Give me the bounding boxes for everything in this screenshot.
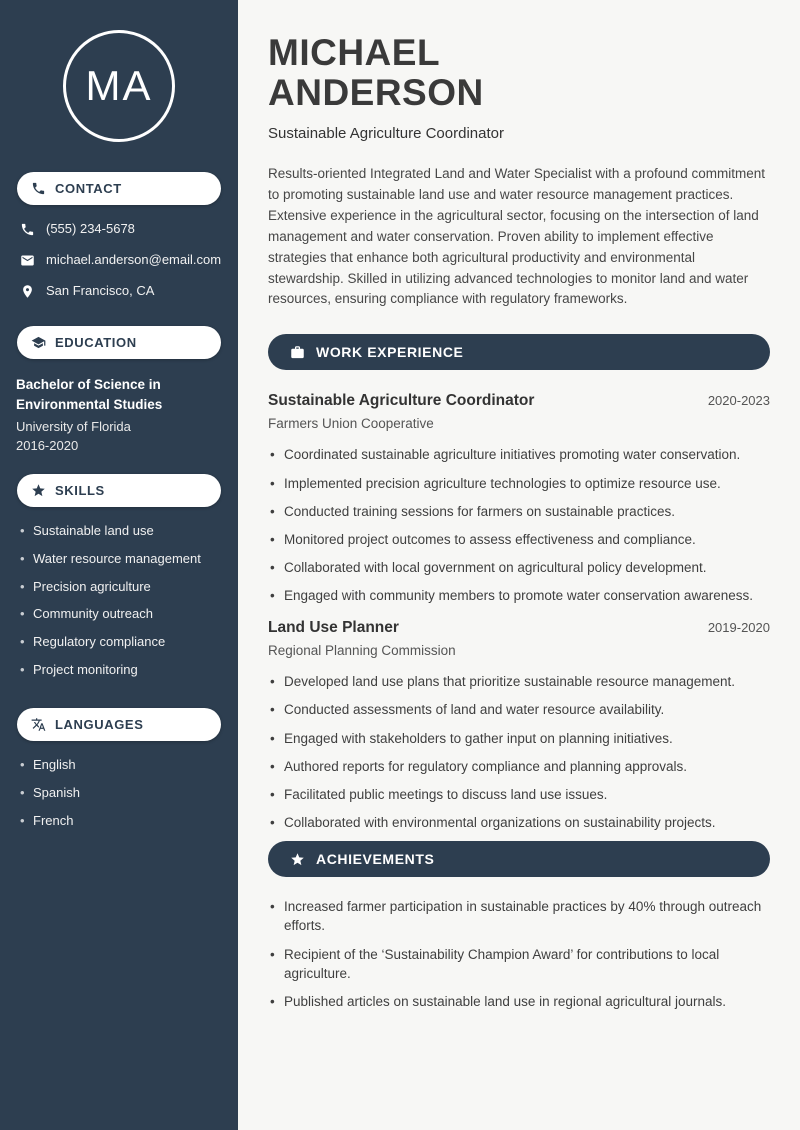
star-icon: [31, 483, 46, 498]
location-pin-icon: [20, 284, 35, 299]
job-header: [268, 392, 770, 410]
person-last-name: ANDERSON: [268, 71, 484, 113]
education-entry: [0, 375, 238, 456]
translate-icon: [31, 717, 46, 732]
languages-list: [0, 757, 238, 841]
job-role: Sustainable Agriculture Coordinator: [268, 392, 535, 410]
mail-icon: [20, 253, 35, 268]
main-content: [238, 0, 800, 1130]
education-section-header: [17, 326, 221, 359]
languages-section-title: LANGUAGES: [55, 717, 144, 733]
avatar-wrap: [0, 30, 238, 142]
contact-section-title: CONTACT: [55, 181, 122, 196]
education-school: University of Florida: [16, 419, 131, 435]
job-bullet: • Implemented precision agriculture technologies to optimize resource use.: [268, 474, 770, 493]
avatar-initials: MA: [85, 62, 153, 109]
skill-item: • Regulatory compliance: [20, 634, 222, 651]
job-bullet: • Collaborated with environmental organizations on sustainability projects.: [268, 813, 770, 832]
skills-list: [0, 523, 238, 690]
job-bullet: • Developed land use plans that prioritize sustainable resource management.: [268, 672, 770, 691]
achievements-section-title: ACHIEVEMENTS: [316, 851, 435, 868]
achievement-bullet: • Recipient of the ‘Sustainability Champion Award’ for contributions to local agriculture.: [268, 945, 770, 983]
skills-section-header: [17, 474, 221, 507]
profile-summary: Results-oriented Integrated Land and Water Specialist with a profound commitment to promoting sustainable land use and water resource management practices. Extensive experience in the agricultural sector, focusing on the intersection of land management and water conservation. Proven ability to implement effective strategies that enhance both agricultural productivity and environmental stewardship. Skilled in utilizing advanced technologies to monitor land and water resources, ensuring compliance with regulatory frameworks.: [268, 165, 766, 307]
job-company: Regional Planning Commission: [268, 643, 456, 659]
briefcase-icon: [290, 345, 305, 360]
job-bullet: • Facilitated public meetings to discuss land use issues.: [268, 785, 770, 804]
education-degree: Bachelor of Science in Environmental Studies: [16, 377, 163, 412]
job-bullet-list: [268, 672, 770, 832]
job-bullet: • Monitored project outcomes to assess effectiveness and compliance.: [268, 530, 770, 549]
education-years: 2016-2020: [16, 437, 79, 453]
contact-section-header: [17, 172, 221, 205]
contact-email-row: [0, 252, 238, 268]
avatar: [63, 30, 175, 142]
person-name: [268, 33, 770, 113]
job-dates: 2020-2023: [707, 393, 770, 409]
skill-item: • Project monitoring: [20, 662, 222, 679]
job-header: [268, 619, 770, 637]
achievements-list: [268, 897, 770, 1011]
languages-section-header: [17, 708, 221, 741]
phone-icon: [20, 222, 35, 237]
job-bullet: • Coordinated sustainable agriculture initiatives promoting water conservation.: [268, 445, 770, 464]
job-bullet-list: [268, 445, 770, 605]
job-bullet: • Collaborated with local government on agricultural policy development.: [268, 558, 770, 577]
skills-section-title: SKILLS: [55, 482, 105, 498]
language-item: • Spanish: [20, 785, 222, 802]
contact-phone-row: [0, 221, 238, 237]
job-company: Farmers Union Cooperative: [268, 416, 434, 432]
job-bullet: • Engaged with community members to promote water conservation awareness.: [268, 586, 770, 605]
skill-item: • Precision agriculture: [20, 579, 222, 596]
contact-phone: (555) 234-5678: [46, 221, 135, 236]
person-first-name: MICHAEL: [268, 32, 441, 73]
job-bullet: • Authored reports for regulatory compliance and planning approvals.: [268, 757, 770, 776]
skill-item: • Sustainable land use: [20, 523, 222, 540]
sidebar: [0, 0, 238, 1130]
work-experience-section-title: WORK EXPERIENCE: [316, 344, 464, 361]
job-bullet: • Conducted training sessions for farmers on sustainable practices.: [268, 502, 770, 521]
language-item: • English: [20, 757, 222, 774]
work-experience-section-header: [268, 334, 770, 370]
job-role: Land Use Planner: [268, 619, 399, 637]
job-bullet: • Engaged with stakeholders to gather input on planning initiatives.: [268, 729, 770, 748]
skill-item: • Water resource management: [20, 551, 222, 568]
contact-location-row: [0, 283, 238, 299]
skill-item: • Community outreach: [20, 606, 222, 623]
achievements-section-header: [268, 841, 770, 877]
job-bullet: • Conducted assessments of land and water resource availability.: [268, 700, 770, 719]
phone-icon: [31, 181, 46, 196]
contact-email: michael.anderson@email.com: [46, 252, 222, 267]
contact-location: San Francisco, CA: [46, 283, 155, 298]
language-item: • French: [20, 813, 222, 830]
person-job-title: Sustainable Agriculture Coordinator: [268, 124, 504, 142]
graduation-cap-icon: [31, 335, 46, 350]
star-icon: [290, 852, 305, 867]
achievement-bullet: • Published articles on sustainable land use in regional agricultural journals.: [268, 992, 770, 1011]
achievement-bullet: • Increased farmer participation in sustainable practices by 40% through outreach efforts.: [268, 897, 770, 935]
job-dates: 2019-2020: [707, 620, 770, 636]
education-section-title: EDUCATION: [55, 335, 137, 350]
